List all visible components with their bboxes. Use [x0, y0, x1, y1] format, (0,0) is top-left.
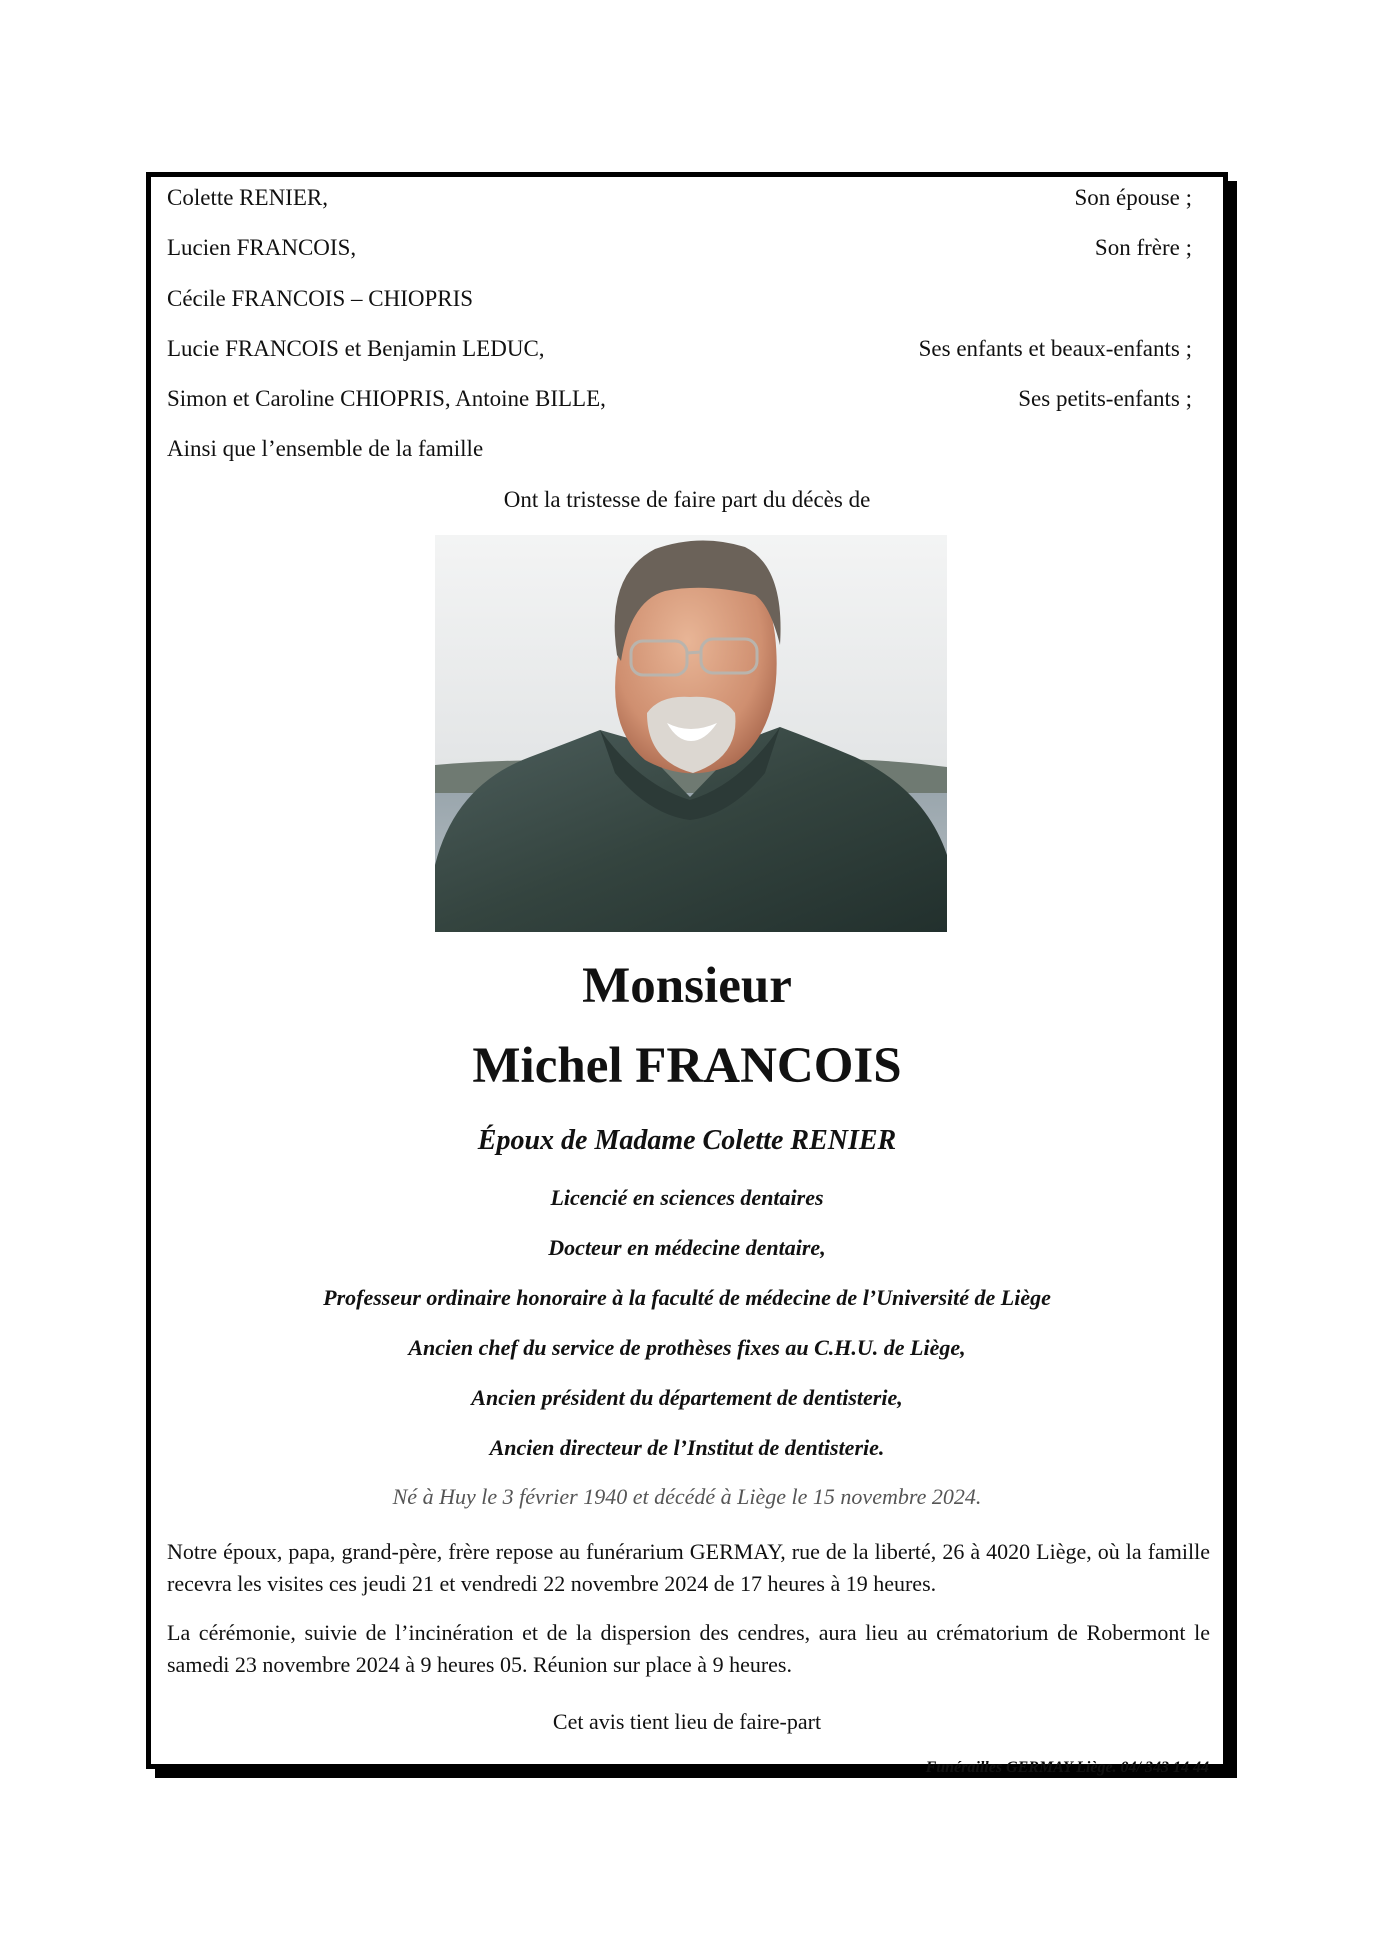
closing-note: Cet avis tient lieu de faire-part	[552, 1709, 822, 1734]
title-line: Ancien chef du service de prothèses fixes au C.H.U. de Liège,	[408, 1335, 966, 1360]
spouse-line: Époux de Madame Colette RENIER	[477, 1125, 897, 1156]
deceased-civility: Monsieur	[582, 958, 792, 1014]
family-member-name: Simon et Caroline CHIOPRIS, Antoine BILLE,	[167, 386, 606, 411]
family-row	[167, 334, 1192, 364]
obituary-card	[146, 172, 1228, 1776]
family-relation: Ses enfants et beaux-enfants ;	[918, 336, 1192, 361]
family-member-name: Cécile FRANCOIS – CHIOPRIS	[167, 286, 474, 311]
family-relation: Ses petits-enfants ;	[1018, 386, 1192, 411]
family-member-name: Lucien FRANCOIS,	[167, 235, 357, 260]
title-line: Ancien directeur de l’Institut de dentisterie.	[489, 1435, 885, 1460]
title-line: Professeur ordinaire honoraire à la faculté de médecine de l’Université de Liège	[323, 1285, 1051, 1310]
deceased-name: Michel FRANCOIS	[472, 1038, 902, 1094]
family-row	[167, 183, 1192, 213]
funeral-home-footer: Funérailles GERMAY Liège. 04/ 343 14 44	[925, 1759, 1209, 1776]
title-line: Ancien président du département de dentisterie,	[471, 1385, 903, 1410]
family-relation: Son frère ;	[1094, 235, 1192, 260]
family-row	[167, 284, 1192, 314]
title-line: Licencié en sciences dentaires	[550, 1185, 824, 1210]
family-relation: Son épouse ;	[1074, 185, 1192, 210]
ceremony-paragraph: La cérémonie, suivie de l’incinération et de la dispersion des cendres, aura lieu au crématorium de Robermont le samedi 23 novembre 2024 à 9 heures 05. Réunion sur place à 9 heures.	[167, 1620, 1210, 1677]
family-member-name: Ainsi que l’ensemble de la famille	[167, 436, 484, 461]
birth-death-dates: Né à Huy le 3 février 1940 et décédé à Liège le 15 novembre 2024.	[392, 1484, 982, 1509]
family-row	[167, 233, 1192, 263]
family-member-name: Lucie FRANCOIS et Benjamin LEDUC,	[167, 336, 545, 361]
portrait-photo	[435, 535, 947, 932]
family-row	[167, 384, 1192, 414]
family-member-name: Colette RENIER,	[167, 185, 328, 210]
viewing-paragraph: Notre époux, papa, grand-père, frère repose au funérarium GERMAY, rue de la liberté, 26 à 4020 Liège, où la famille recevra les visites ces jeudi 21 et vendredi 22 novembre 2024 de 17 heures à 19 heures.	[167, 1539, 1210, 1596]
title-line: Docteur en médecine dentaire,	[548, 1235, 826, 1260]
family-row	[167, 434, 1192, 464]
announcement-intro: Ont la tristesse de faire part du décès de	[503, 487, 871, 512]
